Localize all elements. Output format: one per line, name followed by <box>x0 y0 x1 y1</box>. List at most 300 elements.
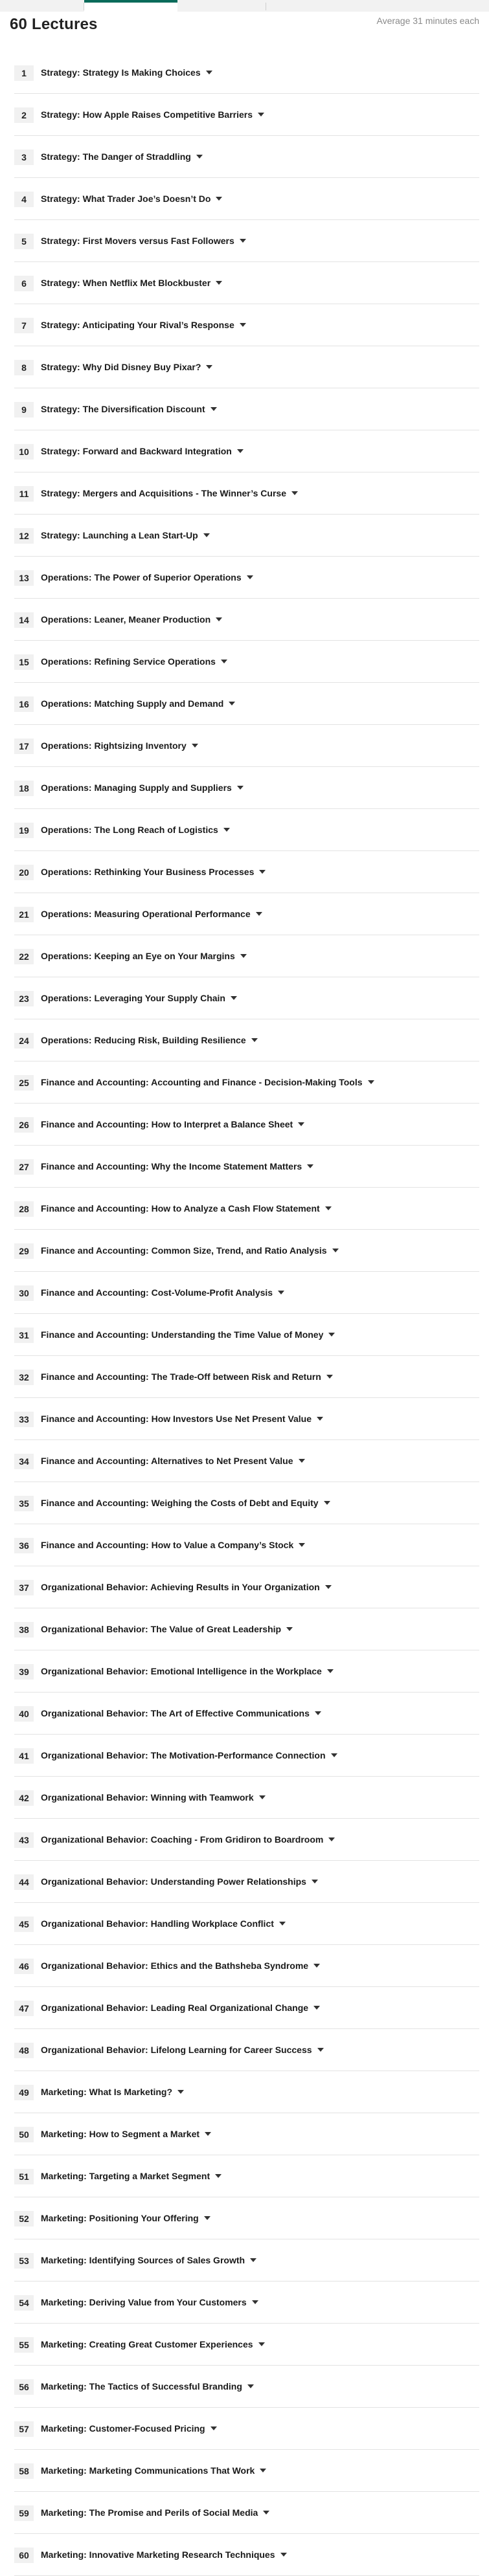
lecture-title-text: Organizational Behavior: The Art of Effective Communications <box>41 1708 310 1718</box>
chevron-down-icon[interactable] <box>299 1459 305 1463</box>
lecture-title-toggle[interactable] <box>41 909 262 919</box>
lecture-item[interactable] <box>14 809 479 851</box>
lecture-title-text: Strategy: How Apple Raises Competitive Barriers <box>41 109 253 120</box>
chevron-down-icon[interactable] <box>240 239 246 243</box>
lecture-title-toggle[interactable] <box>41 867 266 877</box>
chevron-down-icon[interactable] <box>260 2469 266 2472</box>
chevron-down-icon[interactable] <box>210 407 217 411</box>
lecture-item[interactable] <box>14 136 479 178</box>
chevron-down-icon[interactable] <box>196 155 203 159</box>
lecture-title-text: Marketing: The Promise and Perils of Social Media <box>41 2507 258 2518</box>
chevron-down-icon[interactable] <box>259 870 266 874</box>
chevron-down-icon[interactable] <box>231 996 237 1000</box>
lecture-number: 44 <box>14 1874 34 1890</box>
lecture-item[interactable] <box>14 1650 479 1693</box>
lecture-number: 51 <box>14 2169 34 2184</box>
lecture-item[interactable] <box>14 1819 479 1861</box>
lecture-number: 37 <box>14 1580 34 1595</box>
lecture-item[interactable] <box>14 1104 479 1146</box>
lecture-title-toggle[interactable] <box>41 2129 211 2139</box>
lecture-number: 11 <box>14 486 34 502</box>
chevron-down-icon[interactable] <box>286 1627 293 1631</box>
chevron-down-icon[interactable] <box>252 2300 258 2304</box>
chevron-down-icon[interactable] <box>328 1838 335 1841</box>
lecture-number: 17 <box>14 738 34 754</box>
lecture-number: 19 <box>14 823 34 838</box>
chevron-down-icon[interactable] <box>229 702 235 705</box>
lecture-item[interactable] <box>14 1440 479 1482</box>
lecture-number: 41 <box>14 1748 34 1764</box>
lecture-title-toggle[interactable] <box>41 656 227 667</box>
lecture-title-text: Marketing: Innovative Marketing Research Techniques <box>41 2549 275 2560</box>
lecture-title-text: Organizational Behavior: Leading Real Organizational Change <box>41 2003 309 2013</box>
lecture-title-toggle[interactable] <box>41 151 203 162</box>
lecture-title-toggle[interactable] <box>41 1582 332 1592</box>
lecture-item[interactable] <box>14 2282 479 2324</box>
lecture-item[interactable] <box>14 725 479 767</box>
lecture-number: 29 <box>14 1243 34 1259</box>
lecture-title-toggle[interactable] <box>41 109 264 120</box>
lecture-title-text: Operations: Leveraging Your Supply Chain <box>41 993 225 1003</box>
chevron-down-icon[interactable] <box>307 1164 313 1168</box>
lecture-title-text: Marketing: How to Segment a Market <box>41 2129 200 2139</box>
lecture-item[interactable] <box>14 1693 479 1735</box>
lecture-number: 20 <box>14 865 34 880</box>
lecture-title-text: Finance and Accounting: Why the Income Statement Matters <box>41 1161 302 1171</box>
lecture-number: 36 <box>14 1538 34 1553</box>
lecture-title-toggle[interactable] <box>41 1245 339 1256</box>
lecture-title-toggle[interactable] <box>41 1203 332 1214</box>
lecture-title-text: Operations: Keeping an Eye on Your Margins <box>41 951 235 961</box>
lecture-title-toggle[interactable] <box>41 1918 286 1929</box>
lecture-item[interactable] <box>14 2239 479 2282</box>
chevron-down-icon[interactable] <box>177 2090 184 2094</box>
lecture-title-toggle[interactable] <box>41 2213 210 2223</box>
lecture-title-text: Organizational Behavior: The Motivation-Performance Connection <box>41 1750 326 1760</box>
chevron-down-icon[interactable] <box>250 2258 256 2262</box>
lecture-number: 59 <box>14 2505 34 2521</box>
chevron-down-icon[interactable] <box>210 2426 217 2430</box>
chevron-down-icon[interactable] <box>280 2553 287 2557</box>
lecture-title-toggle[interactable] <box>41 2171 222 2181</box>
lecture-item[interactable] <box>14 1230 479 1272</box>
lecture-item[interactable] <box>14 2197 479 2239</box>
chevron-down-icon[interactable] <box>215 2174 222 2178</box>
lecture-number: 32 <box>14 1370 34 1385</box>
lecture-title-text: Operations: Reducing Risk, Building Resilience <box>41 1035 246 1045</box>
chevron-down-icon[interactable] <box>240 954 247 958</box>
lecture-title-text: Operations: Leaner, Meaner Production <box>41 614 211 625</box>
lecture-number: 34 <box>14 1454 34 1469</box>
lecture-item[interactable] <box>14 2071 479 2113</box>
lecture-number: 10 <box>14 444 34 460</box>
lecture-number: 12 <box>14 528 34 544</box>
lecture-title-toggle[interactable] <box>41 1035 258 1045</box>
lecture-title-text: Organizational Behavior: Emotional Intelligence in the Workplace <box>41 1666 322 1676</box>
lecture-number: 47 <box>14 2001 34 2016</box>
lecture-title-toggle[interactable] <box>41 614 222 625</box>
lecture-number: 15 <box>14 654 34 670</box>
lecture-item[interactable] <box>14 557 479 599</box>
lecture-title-toggle[interactable] <box>41 1960 320 1971</box>
lecture-title-toggle[interactable] <box>41 740 198 751</box>
lecture-title-text: Operations: Matching Supply and Demand <box>41 698 224 709</box>
lecture-title-text: Finance and Accounting: Common Size, Trend, and Ratio Analysis <box>41 1245 327 1256</box>
tab-lectures-active[interactable] <box>84 0 177 12</box>
lecture-title-text: Marketing: Deriving Value from Your Customers <box>41 2297 247 2307</box>
lecture-number: 53 <box>14 2253 34 2269</box>
lecture-item[interactable] <box>14 220 479 262</box>
lecture-title-text: Operations: The Power of Superior Operations <box>41 572 242 583</box>
lecture-title-toggle[interactable] <box>41 2003 320 2013</box>
lecture-title-text: Marketing: Targeting a Market Segment <box>41 2171 210 2181</box>
lecture-title-text: Strategy: Mergers and Acquisitions - The Winner’s Curse <box>41 488 286 498</box>
chevron-down-icon[interactable] <box>324 1501 330 1505</box>
lecture-number: 1 <box>14 65 34 81</box>
chevron-down-icon[interactable] <box>299 1543 305 1547</box>
lecture-title-text: Finance and Accounting: The Trade-Off between Risk and Return <box>41 1371 321 1382</box>
lecture-title-text: Finance and Accounting: Alternatives to Net Present Value <box>41 1456 293 1466</box>
lecture-title-toggle[interactable] <box>41 2423 217 2434</box>
lecture-title-toggle[interactable] <box>41 2339 265 2349</box>
lecture-title-text: Finance and Accounting: How Investors Use Net Present Value <box>41 1414 312 1424</box>
lecture-title-toggle[interactable] <box>41 783 244 793</box>
lecture-item[interactable] <box>14 599 479 641</box>
lecture-title-toggle[interactable] <box>41 1329 335 1340</box>
lecture-number: 18 <box>14 781 34 796</box>
chevron-down-icon[interactable] <box>258 2342 265 2346</box>
lecture-title-toggle[interactable] <box>41 320 246 330</box>
lecture-title-text: Operations: Measuring Operational Performance <box>41 909 251 919</box>
lecture-title-toggle[interactable] <box>41 1077 374 1087</box>
lecture-title-text: Finance and Accounting: Weighing the Costs of Debt and Equity <box>41 1498 319 1508</box>
lecture-title-text: Strategy: Forward and Backward Integration <box>41 446 232 456</box>
lecture-title-text: Strategy: Launching a Lean Start-Up <box>41 530 198 540</box>
lecture-title-toggle[interactable] <box>41 1666 334 1676</box>
lecture-title-text: Strategy: The Danger of Straddling <box>41 151 191 162</box>
chevron-down-icon[interactable] <box>240 323 246 327</box>
lecture-item[interactable] <box>14 1524 479 1566</box>
lecture-number: 23 <box>14 991 34 1006</box>
lecture-title-toggle[interactable] <box>41 1708 321 1718</box>
lecture-item[interactable] <box>14 1019 479 1061</box>
lecture-item[interactable] <box>14 2324 479 2366</box>
chevron-down-icon[interactable] <box>332 1249 339 1252</box>
lecture-title-toggle[interactable] <box>41 1287 284 1298</box>
lecture-number: 39 <box>14 1664 34 1680</box>
lecture-title-text: Strategy: Why Did Disney Buy Pixar? <box>41 362 201 372</box>
lecture-title-toggle[interactable] <box>41 1876 318 1887</box>
lecture-item[interactable] <box>14 346 479 388</box>
chevron-down-icon[interactable] <box>327 1669 334 1673</box>
lecture-number: 49 <box>14 2085 34 2100</box>
lecture-title-text: Operations: Managing Supply and Suppliers <box>41 783 232 793</box>
lecture-number: 13 <box>14 570 34 586</box>
lecture-item[interactable] <box>14 94 479 136</box>
lecture-number: 9 <box>14 402 34 417</box>
lecture-number: 22 <box>14 949 34 964</box>
lecture-title-toggle[interactable] <box>41 2549 287 2560</box>
lecture-item[interactable] <box>14 388 479 430</box>
lecture-title-text: Finance and Accounting: Accounting and Finance - Decision-Making Tools <box>41 1077 363 1087</box>
lecture-title-text: Marketing: Identifying Sources of Sales Growth <box>41 2255 245 2265</box>
chevron-down-icon[interactable] <box>326 1375 333 1379</box>
lecture-title-toggle[interactable] <box>41 1792 266 1803</box>
lecture-item[interactable] <box>14 1945 479 1987</box>
lecture-title-toggle[interactable] <box>41 1624 293 1634</box>
lecture-item[interactable] <box>14 2029 479 2071</box>
lecture-title-toggle[interactable] <box>41 2255 256 2265</box>
lecture-item[interactable] <box>14 851 479 893</box>
lecture-title-text: Organizational Behavior: Handling Workplace Conflict <box>41 1918 274 1929</box>
lecture-number: 43 <box>14 1832 34 1848</box>
lecture-title-toggle[interactable] <box>41 2465 266 2476</box>
chevron-down-icon[interactable] <box>368 1080 374 1084</box>
lecture-number: 54 <box>14 2295 34 2311</box>
lecture-title-toggle[interactable] <box>41 1540 305 1550</box>
lecture-title-toggle[interactable] <box>41 825 230 835</box>
chevron-down-icon[interactable] <box>192 744 198 748</box>
lecture-title-toggle[interactable] <box>41 572 253 583</box>
lecture-number: 28 <box>14 1201 34 1217</box>
lecture-item[interactable] <box>14 2450 479 2492</box>
lecture-number: 57 <box>14 2421 34 2437</box>
lecture-number: 3 <box>14 150 34 165</box>
lecture-number: 24 <box>14 1033 34 1049</box>
chevron-down-icon[interactable] <box>325 1585 332 1589</box>
lecture-item[interactable] <box>14 2492 479 2534</box>
lecture-item[interactable] <box>14 178 479 220</box>
chevron-down-icon[interactable] <box>263 2511 269 2515</box>
lecture-item[interactable] <box>14 1861 479 1903</box>
lecture-item[interactable] <box>14 472 479 515</box>
lecture-count-title: 60 Lectures <box>10 16 98 33</box>
lecture-title-text: Marketing: Marketing Communications That Work <box>41 2465 255 2476</box>
lecture-item[interactable] <box>14 1735 479 1777</box>
lecture-number: 5 <box>14 234 34 249</box>
lecture-item[interactable] <box>14 2366 479 2408</box>
chevron-down-icon[interactable] <box>203 533 210 537</box>
lecture-title-toggle[interactable] <box>41 1834 335 1845</box>
chevron-down-icon[interactable] <box>216 197 222 201</box>
lecture-number: 46 <box>14 1959 34 1974</box>
lecture-number: 21 <box>14 907 34 922</box>
lecture-item[interactable] <box>14 2408 479 2450</box>
lectures-header <box>10 13 479 39</box>
chevron-down-icon[interactable] <box>204 2216 210 2220</box>
lecture-title-text: Organizational Behavior: Lifelong Learning for Career Success <box>41 2045 312 2055</box>
lecture-number: 27 <box>14 1159 34 1175</box>
lecture-title-text: Organizational Behavior: Coaching - From Gridiron to Boardroom <box>41 1834 324 1845</box>
lecture-title-text: Organizational Behavior: Understanding Power Relationships <box>41 1876 306 1887</box>
lecture-number: 26 <box>14 1117 34 1133</box>
lecture-number: 55 <box>14 2337 34 2353</box>
lecture-item[interactable] <box>14 977 479 1019</box>
lecture-title-toggle[interactable] <box>41 278 222 288</box>
lecture-item[interactable] <box>14 52 479 94</box>
lecture-number: 6 <box>14 276 34 291</box>
lecture-title-text: Organizational Behavior: Winning with Teamwork <box>41 1792 254 1803</box>
lecture-title-text: Operations: The Long Reach of Logistics <box>41 825 218 835</box>
lecture-item[interactable] <box>14 1188 479 1230</box>
lecture-title-text: Operations: Refining Service Operations <box>41 656 216 667</box>
lecture-title-text: Operations: Rethinking Your Business Processes <box>41 867 255 877</box>
chevron-down-icon[interactable] <box>251 1038 258 1042</box>
chevron-down-icon[interactable] <box>331 1753 337 1757</box>
lecture-title-toggle[interactable] <box>41 362 212 372</box>
chevron-down-icon[interactable] <box>247 2384 254 2388</box>
lecture-item[interactable] <box>14 2534 479 2576</box>
lecture-number: 2 <box>14 107 34 123</box>
lecture-number: 42 <box>14 1790 34 1806</box>
lecture-number: 16 <box>14 696 34 712</box>
lecture-number: 58 <box>14 2463 34 2479</box>
chevron-down-icon[interactable] <box>216 617 222 621</box>
lecture-item[interactable] <box>14 683 479 725</box>
lecture-item[interactable] <box>14 2155 479 2197</box>
average-duration: Average 31 minutes each <box>376 16 479 26</box>
lecture-item[interactable] <box>14 1272 479 1314</box>
lecture-number: 30 <box>14 1285 34 1301</box>
lecture-item[interactable] <box>14 1608 479 1650</box>
chevron-down-icon[interactable] <box>247 575 253 579</box>
lecture-title-toggle[interactable] <box>41 194 222 204</box>
chevron-down-icon[interactable] <box>206 71 212 74</box>
lecture-title-toggle[interactable] <box>41 530 210 540</box>
lecture-item[interactable] <box>14 1903 479 1945</box>
chevron-down-icon[interactable] <box>317 2048 324 2052</box>
lecture-title-text: Marketing: The Tactics of Successful Branding <box>41 2381 242 2392</box>
lecture-title-text: Finance and Accounting: Cost-Volume-Profit Analysis <box>41 1287 273 1298</box>
lecture-number: 25 <box>14 1075 34 1091</box>
lecture-item[interactable] <box>14 304 479 346</box>
lecture-item[interactable] <box>14 1356 479 1398</box>
lecture-title-text: Strategy: First Movers versus Fast Followers <box>41 236 234 246</box>
lecture-item[interactable] <box>14 1314 479 1356</box>
chevron-down-icon[interactable] <box>315 1711 321 1715</box>
lecture-item[interactable] <box>14 1482 479 1524</box>
lecture-title-text: Marketing: What Is Marketing? <box>41 2087 173 2097</box>
lecture-title-toggle[interactable] <box>41 446 244 456</box>
lecture-item[interactable] <box>14 2113 479 2155</box>
lecture-title-toggle[interactable] <box>41 2045 324 2055</box>
lecture-item[interactable] <box>14 1146 479 1188</box>
lecture-title-text: Marketing: Creating Great Customer Experiences <box>41 2339 253 2349</box>
lecture-item[interactable] <box>14 1566 479 1608</box>
lecture-item[interactable] <box>14 893 479 935</box>
lecture-item[interactable] <box>14 935 479 977</box>
lecture-number: 50 <box>14 2127 34 2142</box>
lecture-title-toggle[interactable] <box>41 1456 305 1466</box>
chevron-down-icon[interactable] <box>223 828 230 832</box>
lecture-title-toggle[interactable] <box>41 1498 330 1508</box>
lecture-title-text: Marketing: Customer-Focused Pricing <box>41 2423 205 2434</box>
chevron-down-icon[interactable] <box>237 786 244 790</box>
lecture-item[interactable] <box>14 767 479 809</box>
lecture-title-toggle[interactable] <box>41 1119 304 1129</box>
chevron-down-icon[interactable] <box>237 449 244 453</box>
lecture-title-toggle[interactable] <box>41 488 298 498</box>
lecture-item[interactable] <box>14 515 479 557</box>
lecture-item[interactable] <box>14 1987 479 2029</box>
top-tab-bar <box>0 0 489 12</box>
lecture-title-toggle[interactable] <box>41 236 246 246</box>
lecture-title-toggle[interactable] <box>41 951 247 961</box>
lecture-title-toggle[interactable] <box>41 404 217 414</box>
lecture-title-toggle[interactable] <box>41 2381 254 2392</box>
chevron-down-icon[interactable] <box>325 1206 332 1210</box>
chevron-down-icon[interactable] <box>205 2132 211 2136</box>
lecture-title-toggle[interactable] <box>41 1414 323 1424</box>
chevron-down-icon[interactable] <box>216 281 222 285</box>
lecture-title-toggle[interactable] <box>41 993 237 1003</box>
lecture-title-text: Strategy: Anticipating Your Rival’s Response <box>41 320 234 330</box>
lecture-title-toggle[interactable] <box>41 2297 258 2307</box>
lecture-title-text: Strategy: The Diversification Discount <box>41 404 205 414</box>
chevron-down-icon[interactable] <box>328 1333 335 1337</box>
lecture-title-text: Organizational Behavior: Achieving Results in Your Organization <box>41 1582 320 1592</box>
chevron-down-icon[interactable] <box>256 912 262 916</box>
chevron-down-icon[interactable] <box>258 113 264 117</box>
lecture-item[interactable] <box>14 430 479 472</box>
lecture-title-toggle[interactable] <box>41 1161 313 1171</box>
lecture-title-text: Operations: Rightsizing Inventory <box>41 740 187 751</box>
chevron-down-icon[interactable] <box>312 1880 318 1883</box>
lecture-number: 14 <box>14 612 34 628</box>
lecture-title-text: Finance and Accounting: How to Value a Company’s Stock <box>41 1540 294 1550</box>
chevron-down-icon[interactable] <box>313 2006 320 2010</box>
lecture-number: 38 <box>14 1622 34 1638</box>
lecture-number: 7 <box>14 318 34 333</box>
lecture-title-toggle[interactable] <box>41 2507 269 2518</box>
lecture-number: 33 <box>14 1412 34 1427</box>
chevron-down-icon[interactable] <box>206 365 212 369</box>
lecture-item[interactable] <box>14 1777 479 1819</box>
lecture-number: 48 <box>14 2043 34 2058</box>
lecture-title-text: Finance and Accounting: How to Analyze a Cash Flow Statement <box>41 1203 320 1214</box>
chevron-down-icon[interactable] <box>317 1417 323 1421</box>
lecture-number: 35 <box>14 1496 34 1511</box>
lecture-item[interactable] <box>14 262 479 304</box>
lecture-number: 60 <box>14 2548 34 2563</box>
lecture-title-toggle[interactable] <box>41 1750 337 1760</box>
lecture-title-text: Strategy: What Trader Joe’s Doesn’t Do <box>41 194 211 204</box>
lecture-title-toggle[interactable] <box>41 698 235 709</box>
chevron-down-icon[interactable] <box>221 660 227 663</box>
chevron-down-icon[interactable] <box>259 1795 266 1799</box>
lecture-item[interactable] <box>14 1061 479 1104</box>
lecture-item[interactable] <box>14 1398 479 1440</box>
lecture-title-text: Marketing: Positioning Your Offering <box>41 2213 199 2223</box>
lecture-title-toggle[interactable] <box>41 2087 184 2097</box>
lecture-number: 56 <box>14 2379 34 2395</box>
lecture-item[interactable] <box>14 641 479 683</box>
chevron-down-icon[interactable] <box>291 491 298 495</box>
lecture-title-text: Organizational Behavior: The Value of Great Leadership <box>41 1624 282 1634</box>
chevron-down-icon[interactable] <box>313 1964 320 1968</box>
lecture-title-toggle[interactable] <box>41 67 212 78</box>
chevron-down-icon[interactable] <box>279 1922 286 1926</box>
chevron-down-icon[interactable] <box>298 1122 304 1126</box>
lecture-list <box>14 52 479 2576</box>
lecture-number: 45 <box>14 1916 34 1932</box>
lecture-title-toggle[interactable] <box>41 1371 333 1382</box>
lecture-number: 52 <box>14 2211 34 2226</box>
lecture-title-text: Strategy: Strategy Is Making Choices <box>41 67 201 78</box>
lecture-number: 4 <box>14 192 34 207</box>
lecture-title-text: Strategy: When Netflix Met Blockbuster <box>41 278 211 288</box>
chevron-down-icon[interactable] <box>278 1291 284 1294</box>
